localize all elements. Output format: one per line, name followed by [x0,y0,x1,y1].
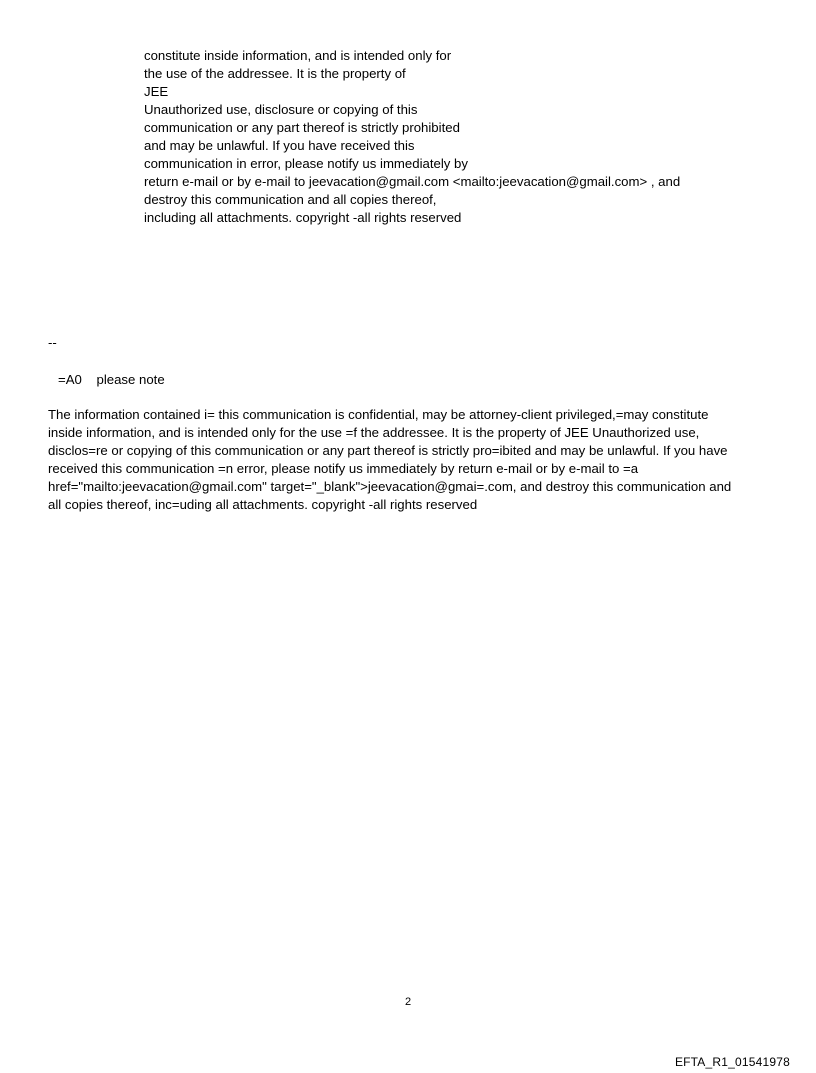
page-number: 2 [404,996,412,1008]
disclaimer-line: href="mailto:jeevacation@gmail.com" target="_blank">jeevacation@gmai=.com, and destroy this communication and [48,479,732,494]
quoted-disclaimer-line: the use of the addressee. It is the property of [144,66,406,81]
disclaimer-line: The information contained i= this communication is confidential, may be attorney-client privileged,=may constitute [48,407,709,422]
quoted-disclaimer-line: destroy this communication and all copies thereof, [144,192,437,207]
please-note-line: =A0 please note [58,372,165,387]
quoted-disclaimer-line: JEE [144,84,169,99]
disclaimer-line: received this communication =n error, please notify us immediately by return e-mail or by e-mail to =a [48,461,639,476]
quoted-disclaimer-line: Unauthorized use, disclosure or copying of this [144,102,418,117]
quoted-disclaimer-line: and may be unlawful. If you have received this [144,138,415,153]
disclaimer-line: all copies thereof, inc=uding all attachments. copyright -all rights reserved [48,497,478,512]
quoted-disclaimer-line: constitute inside information, and is intended only for [144,48,452,63]
disclaimer-line: disclos=re or copying of this communication or any part thereof is strictly pro=ibited and may be unlawful. If you have [48,443,728,458]
quoted-disclaimer-block [144,47,784,227]
quoted-disclaimer-line: return e-mail or by e-mail to jeevacation@gmail.com <mailto:jeevacation@gmail.com> , and [144,174,681,189]
quoted-disclaimer-line: communication or any part thereof is strictly prohibited [144,120,460,135]
disclaimer-paragraph [48,406,768,514]
signature-separator: -- [48,335,57,350]
quoted-disclaimer-line: communication in error, please notify us immediately by [144,156,468,171]
disclaimer-line: inside information, and is intended only for the use =f the addressee. It is the property of JEE Unauthorized use, [48,425,700,440]
quoted-disclaimer-line: including all attachments. copyright -all rights reserved [144,210,462,225]
bates-number: EFTA_R1_01541978 [674,1055,790,1069]
